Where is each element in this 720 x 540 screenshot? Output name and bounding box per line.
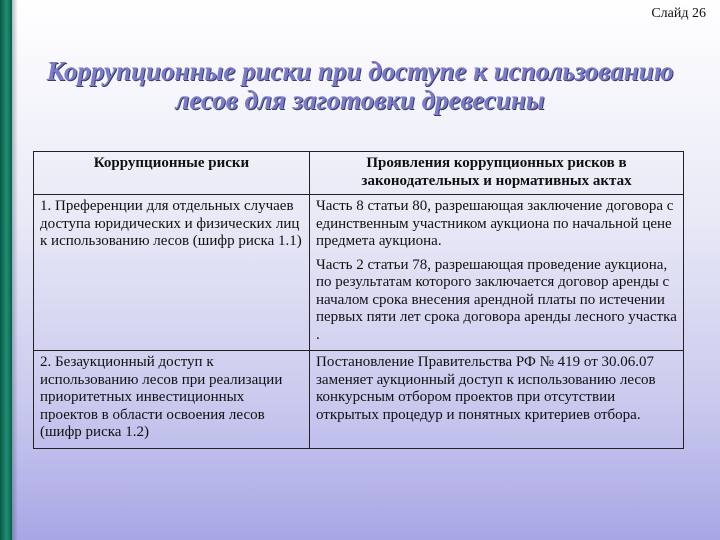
header-risks: Коррупционные риски bbox=[34, 152, 310, 195]
table-row bbox=[34, 195, 684, 351]
manifestation-paragraph: Постановление Правительства РФ № 419 от 30.06.07 заменяет аукционный доступ к использованию лесов конкурсным отбором проектов при отсутствии открытых процедур и понятных критериев отбора. bbox=[316, 354, 656, 423]
risk-cell: 2. Безаукционный доступ к использованию лесов при реализации приоритетных инвестиционных проектов в области освоения лесов (шифр риска 1.2) bbox=[34, 351, 310, 449]
manifestation-paragraph: Часть 8 статьи 80, разрешающая заключение договора с единственным участником аукциона по начальной цене предмета аукциона. bbox=[316, 198, 674, 249]
manifestation-cell bbox=[310, 195, 684, 351]
table-row bbox=[34, 351, 684, 449]
slide-title-line-2: лесов для заготовки древесины bbox=[175, 85, 545, 115]
manifestation-cell bbox=[310, 351, 684, 449]
risk-cell: 1. Преференции для отдельных случаев доступа юридических и физических лиц к использованию лесов (шифр риска 1.1) bbox=[34, 195, 310, 351]
left-accent-shadow bbox=[12, 0, 18, 540]
left-accent-bar bbox=[0, 0, 12, 540]
header-manifestations: Проявления коррупционных рисков в законодательных и нормативных актах bbox=[310, 152, 684, 195]
slide-number: Слайд 26 bbox=[651, 6, 706, 21]
slide-title bbox=[20, 57, 700, 115]
table-header-row bbox=[34, 152, 684, 195]
manifestation-paragraph: Часть 2 статьи 78, разрешающая проведение аукциона, по результатам которого заключается договор аренды с началом срока внесения арендной платы по истечении первых пяти лет срока договора аренды лесного участка . bbox=[316, 256, 677, 343]
risks-table bbox=[33, 151, 684, 449]
slide-title-line-1: Коррупционные риски при доступе к использованию bbox=[46, 56, 674, 86]
